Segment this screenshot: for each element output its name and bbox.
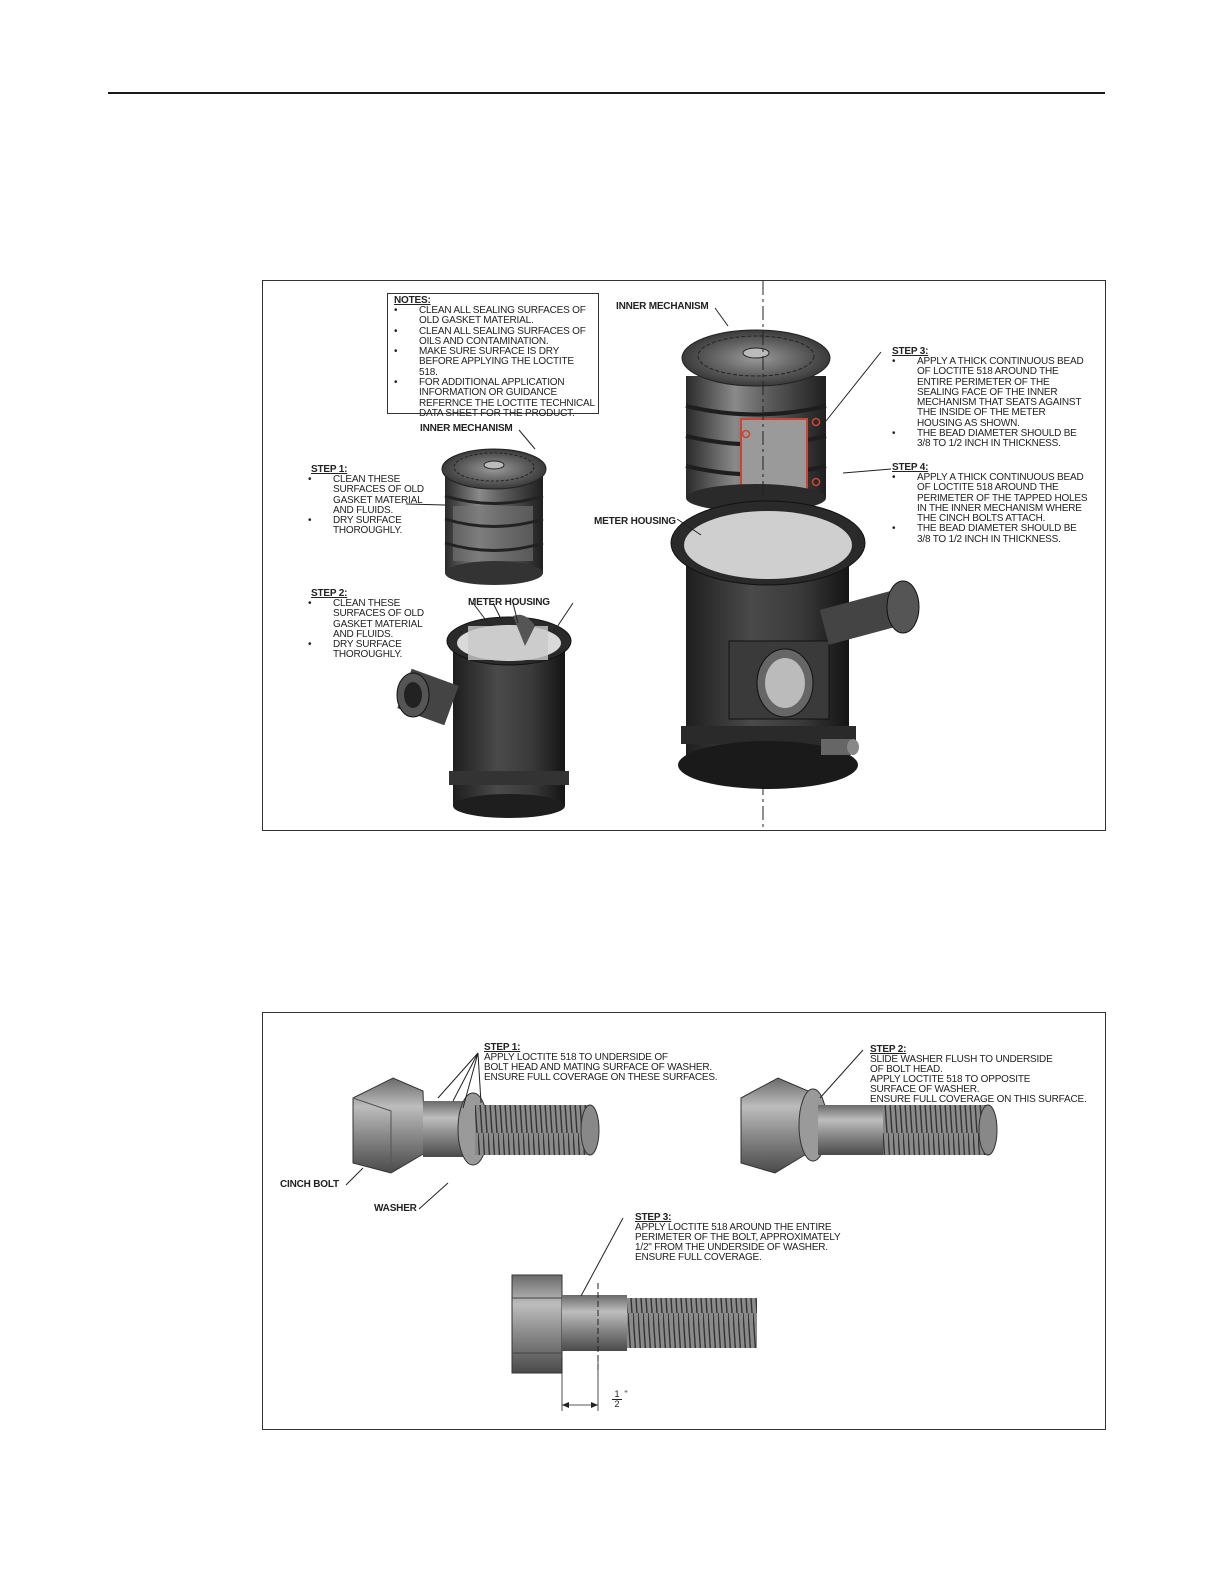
inner-mechanism-large xyxy=(682,330,830,512)
washer-label: WASHER xyxy=(374,1203,417,1214)
notes-item: • CLEAN ALL SEALING SURFACES OF OILS AND CONTAMINATION. xyxy=(391,327,595,348)
bolt-step2-line: SLIDE WASHER FLUSH TO UNDERSIDE xyxy=(870,1054,1053,1065)
dimension-fraction xyxy=(612,1390,622,1409)
header-rule xyxy=(108,92,1105,94)
notes-item: • MAKE SURE SURFACE IS DRY BEFORE APPLYING THE LOCTITE 518. xyxy=(391,347,595,378)
bolt-step3-line: PERIMETER OF THE BOLT, APPROXIMATELY xyxy=(635,1232,841,1243)
step4-list xyxy=(889,473,1089,545)
dimension-numerator: 1 xyxy=(612,1390,622,1400)
bolt-step2-line: SURFACE OF WASHER. xyxy=(870,1084,980,1095)
bolt-step1-line: ENSURE FULL COVERAGE ON THESE SURFACES. xyxy=(484,1072,718,1083)
inner-mechanism-label-right: INNER MECHANISM xyxy=(616,301,709,312)
step3-title: STEP 3: xyxy=(892,346,929,357)
bolt-step3-line: ENSURE FULL COVERAGE. xyxy=(635,1252,762,1263)
step1-title: STEP 1: xyxy=(311,464,348,475)
step1-list xyxy=(305,475,435,537)
bolt-step2-line: APPLY LOCTITE 518 TO OPPOSITE xyxy=(870,1074,1031,1085)
meter-housing-label-left: METER HOUSING xyxy=(468,597,550,608)
step4-item: • THE BEAD DIAMETER SHOULD BE 3/8 TO 1/2 INCH IN THICKNESS. xyxy=(889,524,1089,545)
step3-item: • THE BEAD DIAMETER SHOULD BE 3/8 TO 1/2 INCH IN THICKNESS. xyxy=(889,429,1085,450)
bolt-step2-title: STEP 2: xyxy=(870,1044,907,1055)
notes-list xyxy=(391,306,595,419)
bolt-step1 xyxy=(353,1078,599,1173)
step3-list xyxy=(889,357,1085,450)
bolt-step3-title: STEP 3: xyxy=(635,1212,672,1223)
dimension-denominator: 2 xyxy=(614,1399,620,1409)
bolt-step1-line: BOLT HEAD AND MATING SURFACE OF WASHER. xyxy=(484,1062,712,1073)
bolt-step3-line: 1/2" FROM THE UNDERSIDE OF WASHER. xyxy=(635,1242,828,1253)
notes-box xyxy=(387,293,599,419)
step3-item: • APPLY A THICK CONTINUOUS BEAD OF LOCTITE 518 AROUND THE ENTIRE PERIMETER OF THE SEALING FACE OF THE INNER MECHANISM THAT SEATS AGAINST THE INSIDE OF THE METER HOUSING AS SHOWN. xyxy=(889,357,1085,429)
step4-title: STEP 4: xyxy=(892,462,929,473)
step1-item: • DRY SURFACE THOROUGHLY. xyxy=(305,516,435,537)
step1-item: • CLEAN THESE SURFACES OF OLD GASKET MATERIAL AND FLUIDS. xyxy=(305,475,435,516)
bolt-step3 xyxy=(512,1275,757,1373)
meter-housing-large xyxy=(671,501,919,789)
step2-item: • DRY SURFACE THOROUGHLY. xyxy=(305,640,435,661)
notes-item: • CLEAN ALL SEALING SURFACES OF OLD GASKET MATERIAL. xyxy=(391,306,595,327)
figure-meter-assembly xyxy=(262,280,1106,831)
bolt-step1-title: STEP 1: xyxy=(484,1042,521,1053)
step2-title: STEP 2: xyxy=(311,588,348,599)
inner-mechanism-label-left: INNER MECHANISM xyxy=(420,423,513,434)
figure-cinch-bolt xyxy=(262,1012,1106,1430)
notes-item: • FOR ADDITIONAL APPLICATION INFORMATION OR GUIDANCE REFERNCE THE LOCTITE TECHNICAL DATA SHEET FOR THE PRODUCT. xyxy=(391,378,595,419)
meter-housing-label-right: METER HOUSING xyxy=(594,516,676,527)
bolt-step1-line: APPLY LOCTITE 518 TO UNDERSIDE OF xyxy=(484,1052,668,1063)
bolt-step2-line: ENSURE FULL COVERAGE ON THIS SURFACE. xyxy=(870,1094,1087,1105)
bolt-step3-line: APPLY LOCTITE 518 AROUND THE ENTIRE xyxy=(635,1222,832,1233)
notes-title: NOTES: xyxy=(394,295,431,306)
cinch-bolt-label: CINCH BOLT xyxy=(280,1179,339,1190)
inner-mechanism-small xyxy=(442,449,546,585)
step2-item: • CLEAN THESE SURFACES OF OLD GASKET MATERIAL AND FLUIDS. xyxy=(305,599,435,640)
bolt-step2-line: OF BOLT HEAD. xyxy=(870,1064,943,1075)
step2-list xyxy=(305,599,435,661)
step4-item: • APPLY A THICK CONTINUOUS BEAD OF LOCTITE 518 AROUND THE PERIMETER OF THE TAPPED HOLES IN THE INNER MECHANISM WHERE THE CINCH BOLTS ATTACH. xyxy=(889,473,1089,524)
dimension-unit: " xyxy=(624,1389,628,1399)
